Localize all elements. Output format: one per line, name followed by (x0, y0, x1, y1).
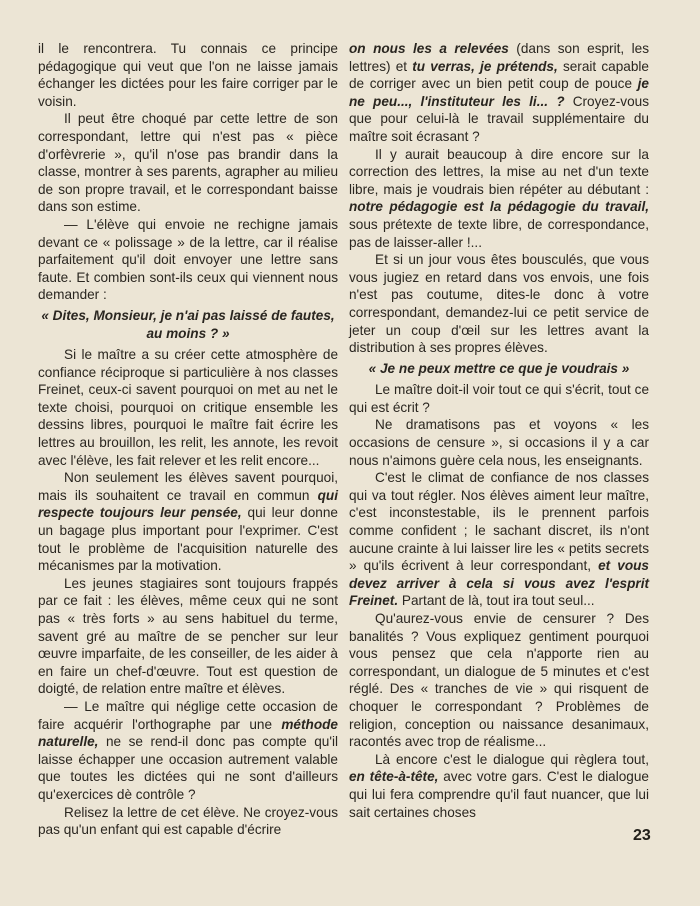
emphasis: notre pédagogie est la pédagogie du travail, (349, 199, 649, 215)
text-run: sous prétexte de texte libre, de correspondance, pas de laisser-aller !... (349, 216, 649, 250)
text-run: — Le maître qui néglige cette occasion de faire acquérir l'orthographe par une (38, 698, 338, 732)
paragraph: Les jeunes stagiaires sont toujours frappés par ce fait : les élèves, même ceux qui ne sont pas « très forts » au sens habituel du terme, savent gré au maître de se pencher sur leur œuvre imparfaite, de les conseiller, de les aider à en faire un chef-d'œuvre. Tout est question de doigté, de relation entre maître et élèves. (38, 575, 338, 697)
paragraph: Le maître doit-il voir tout ce qui s'écrit, tout ce qui est écrit ? (349, 382, 649, 415)
emphasis: tu verras, je prétends, (412, 58, 558, 74)
paragraph (349, 146, 649, 252)
page-number: 23 (633, 827, 651, 844)
emphasis: on nous les a relevées (349, 41, 509, 56)
paragraph: Ne dramatisons pas et voyons « les occasions de censure », si occasions il y a car nous n'aimons guère cela nous, les enseignants. (349, 417, 649, 468)
text-run: Non seulement les élèves savent pourquoi, mais ils souhaitent ce travail en commun (38, 470, 338, 503)
text-run: C'est le climat de confiance de nos classes qui va tout régler. Nos élèves aiment leur maître, c'est inconstestable, ils le prennent parfois comme confident ; le sachant discret, ils n'ont aucune crainte à lui laisser lire les « petits secrets » qu'ils écrivent à leur correspondant, (349, 470, 649, 574)
emphasis: et vous devez arriver à cela si vous avez l'esprit Freinet. (349, 558, 649, 609)
emphasis: méthode naturelle, (38, 716, 338, 750)
paragraph (349, 40, 649, 146)
emphasis: je ne peu..., l'instituteur les li... ? (349, 76, 649, 109)
text-run: serait capable de corriger avec un bien petit coup de pouce (349, 58, 649, 92)
paragraph: Qu'aurez-vous envie de censurer ? Des banalités ? Vous expliquez gentiment pourquoi vous pensez que cela n'apporte rien au correspondant, un dialogue de 5 minutes et c'est réglé. Des « tranches de vie » qui risquent de choquer le correspondant ? Problèmes de religion, conception ou naissance desanimaux, racontés avec trop de réalisme... (349, 611, 649, 750)
text-run: Là encore c'est le dialogue qui règlera tout, (375, 751, 649, 767)
emphasis: en tête-à-tête, (349, 769, 439, 785)
text-run: ne se rend-il donc pas compte qu'il laisse échapper une occasion autrement valable que toutes les dictées qui ne sont d'ailleurs qu'exercices dè contrôle ? (38, 734, 338, 802)
paragraph: — L'élève qui envoie ne rechigne jamais devant ce « polissage » de la lettre, car il réalise parfaitement qu'il doit envoyer une lettre sans faute. Et combien sont-ils ceux qui viennent nous demander : (38, 216, 338, 303)
left-column (38, 40, 338, 839)
paragraph: il le rencontrera. Tu connais ce principe pédagogique qui veut que l'on ne laisse jamais échanger les dictées pour les faire corriger par le voisin. (38, 41, 338, 109)
section-heading: « Je ne peux mettre ce que je voudrais » (368, 360, 630, 376)
emphasis: qui respecte toujours leur pensée, (38, 487, 339, 521)
text-run: qui leur donne un bagage plus important pour l'exprimer. C'est tout le problème de l'acquisition naturelle des mécanismes par la motivation. (38, 505, 338, 574)
text-run: Partant de là, tout ira tout seul... (401, 593, 595, 609)
right-column (349, 40, 649, 821)
paragraph (349, 469, 649, 610)
section-heading: « Dites, Monsieur, je n'ai pas laissé de fautes, au moins ? » (41, 307, 335, 341)
paragraph (349, 751, 649, 821)
text-run: (dans son esprit, les lettres) et (349, 41, 650, 74)
text-run: avec votre gars. C'est le dialogue qui lui fera comprendre qu'il faut nuancer, que lui sait certaines choses (349, 769, 649, 820)
paragraph: Si le maître a su créer cette atmosphère de confiance réciproque si particulière à nos classes Freinet, ceux-ci savent pourquoi on met au net le texte choisi, pourquoi on critique ensemble les dessins libres, pourquoi le maître fait écrire les lettres au brouillon, les relit, les annote, les revoit avec l'élève, les fait relever et les relit encore... (38, 347, 338, 468)
paragraph (38, 469, 338, 575)
text-run: Croyez-vous que pour celui-là le travail supplémentaire du maître soit écrasant ? (349, 93, 649, 144)
paragraph: Et si un jour vous êtes bousculés, que vous vous jugiez en retard dans vos envois, une fois n'est pas coutume, dites-le donc à votre correspondant, demandez-lui ce petit service de jeter un coup d'œil sur les lettres avant la distribution à ses propres élèves. (349, 252, 649, 356)
paragraph: Relisez la lettre de cet élève. Ne croyez-vous pas qu'un enfant qui est capable d'écrire (38, 804, 338, 838)
paragraph: Il peut être choqué par cette lettre de son correspondant, lettre qui n'est pas « pièce d'orfèvrerie », qu'il n'ose pas brandir dans la classe, montrer à ses parents, agrapher au milieu de son propre travail, et le correspondant baisse dans son estime. (38, 111, 338, 215)
text-run: Il y aurait beaucoup à dire encore sur la correction des lettres, la mise au net d'un texte libre, mais je voudrais bien répéter au débutant : (349, 146, 649, 197)
paragraph (38, 698, 338, 804)
